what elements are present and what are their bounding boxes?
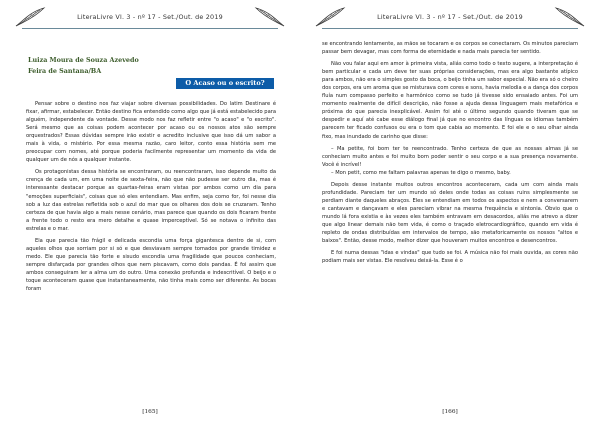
- paragraph: se encontrando lentamente, as mãos se tocaram e os corpos se conectaram. Os minutos pareciam passar bem devagar, mas com forma de eternidade e nada mais parecia ter sentido.: [322, 41, 578, 56]
- running-head: [300, 4, 600, 34]
- paragraph: E foi numa dessas "idas e vindas" que tudo se foi. A música não foi mais ouvida, as cores não podiam mais ser vistas. Ele resolveu deixá-la. Esse é o: [322, 250, 578, 265]
- right-page: [300, 0, 600, 424]
- dialogue-line: – Mon petit, como me faltam palavras apenas te digo o mesmo, baby.: [331, 169, 511, 176]
- page-number: [166]: [442, 409, 458, 415]
- quill-icon: [554, 6, 586, 28]
- author-city: Feira de Santana/BA: [28, 67, 102, 75]
- running-head-text: LiteraLivre Vl. 3 - nº 17 - Set./Out. de 2019: [377, 13, 523, 21]
- paragraph: Ela que parecia tão frágil e delicada escondia uma força gigantesca dentro de si, com aqueles olhos que sorriam por si só e que desviavam sempre tomados por grande timidez e medo. Ele que parecia tão forte e sisudo escondia uma fragilidade que poucos conheciam, sempre disfarçada por grandes olhos que nem piscavam, como dois pandas. É foi assim que ambos conseguiram ler a alma um do outro. Uma conexão profunda e indescritível. O beijo e o toque aconteceram quase que instantaneamente, não tinha mais como ser diferente. As bocas foram: [26, 237, 276, 293]
- dialogue-line: – Ma petite, foi bom ter te reencontrado. Tenho certeza de que as nossas almas já se conheciam muito antes e foi muito bom poder sentir o seu corpo e a sua presença novamente. Você é incrível!: [322, 145, 578, 168]
- paragraph: Depois desse instante muitos outros encontros aconteceram, cada um com ainda mais profundidade. Pareciam ter um mundo só deles onde todas as coisas ruins simplesmente se perdiam diante daqueles abraços. Eles se entendiam em todos os aspectos e nem a conversarem e cantavam e dançavam e eles pareciam vibrar na mesma frequência e sintonia. Óbvio que o mundo lá fora existia e às vezes eles também entravam em desacordos, aliás me atrevo a dizer que algo linear demais não tem vida, é como o traçado eletrocardiográfico, quando em vida é repleto de ondas distribuídas em intervalos de tempo, são metaforicamente os nossos "altos e baixos". Então, desse modo, melhor dizer que houveram muitos encontros e desencontros.: [322, 181, 578, 245]
- running-head-rule: [22, 28, 278, 29]
- running-head: [0, 4, 300, 34]
- quill-icon: [254, 6, 286, 28]
- running-head-rule: [322, 28, 578, 29]
- running-head-text: LiteraLivre Vl. 3 - nº 17 - Set./Out. de 2019: [77, 13, 223, 21]
- body-text: [26, 100, 276, 293]
- paragraph: Pensar sobre o destino nos faz viajar sobre diversas possibilidades. Do latim Destinare é fixar, afirmar, estabelecer. Então destino fica entendido como algo que já está estabelecido para alguém, independente da vontade. Desse modo nos faz refletir entre "o acaso" e "o escrito". Será mesmo que as coisas podem acontecer por acaso ou os nossos atos são sempre orquestrados? Essas dúvidas sempre irão existir e acredito inclusive que isso dá um sabor a mais à vida, o mistério. Por essa mesma razão, caro leitor, conto essa história sem me preocupar com nomes, até porque poderia facilmente representar um momento da vida de qualquer um de nós a qualquer instante.: [26, 101, 276, 164]
- body-text: [322, 40, 578, 265]
- article-title: O Acaso ou o escrito?: [176, 78, 274, 89]
- page-number: [165]: [142, 409, 158, 415]
- author-name: Luiza Moura de Souza Azevedo: [28, 56, 139, 64]
- paragraph: Os protagonistas dessa história se encontraram, ou reencontraram, isso depende muito da crença de cada um, em uma noite de sexta-feira, não que não pudesse ser outro dia, mas é interessante destacar porque as quartas-feiras eram vistas por ambos como um dia para "emoções superficiais", coisas que só eles entendiam. Mas enfim, seja como for, foi nesse dia sob a luz das estrelas refletida sob o azul do mar que os olhares dos dois se cruzaram. Tenho certeza de que havia algo a mais nesse cenário, mas parece que quando os dois ficaram frente a frente todo o resto era mero detalhe e quase imperceptível. Só se notava o infinito das estrelas e o mar.: [26, 169, 276, 232]
- paragraph: Não vou falar aqui em amor à primeira vista, aliás como todo o texto sugere, a interpretação é bem particular e cada um deve ter suas próprias considerações, mas era algo bastante atípico para ambos, não era o simples gosto da boca, o beijo tinha um sabor especial. Não era só o cheiro dos corpos, era um aroma que se misturava com cores e sons, havia melodia e a dança dos corpos fluía num compasso perfeito e harmônico como se tudo já tivesse sido ensaiado antes. Foi um momento realmente de difícil descrição, não fosse a ajuda dessa linguagem mais metafórica e próxima do que parecia inexplicável. Assim foi até o último segundo quando tiveram que se despedir e aquí até cabe esse diálogo final já que no encontro das línguas os idiomas também parecem ter ficado confusos ou era o tom que cabia ao momento. E foi ele e o seu olhar ainda fixo, mas inundado de carinho que disse:: [322, 61, 578, 140]
